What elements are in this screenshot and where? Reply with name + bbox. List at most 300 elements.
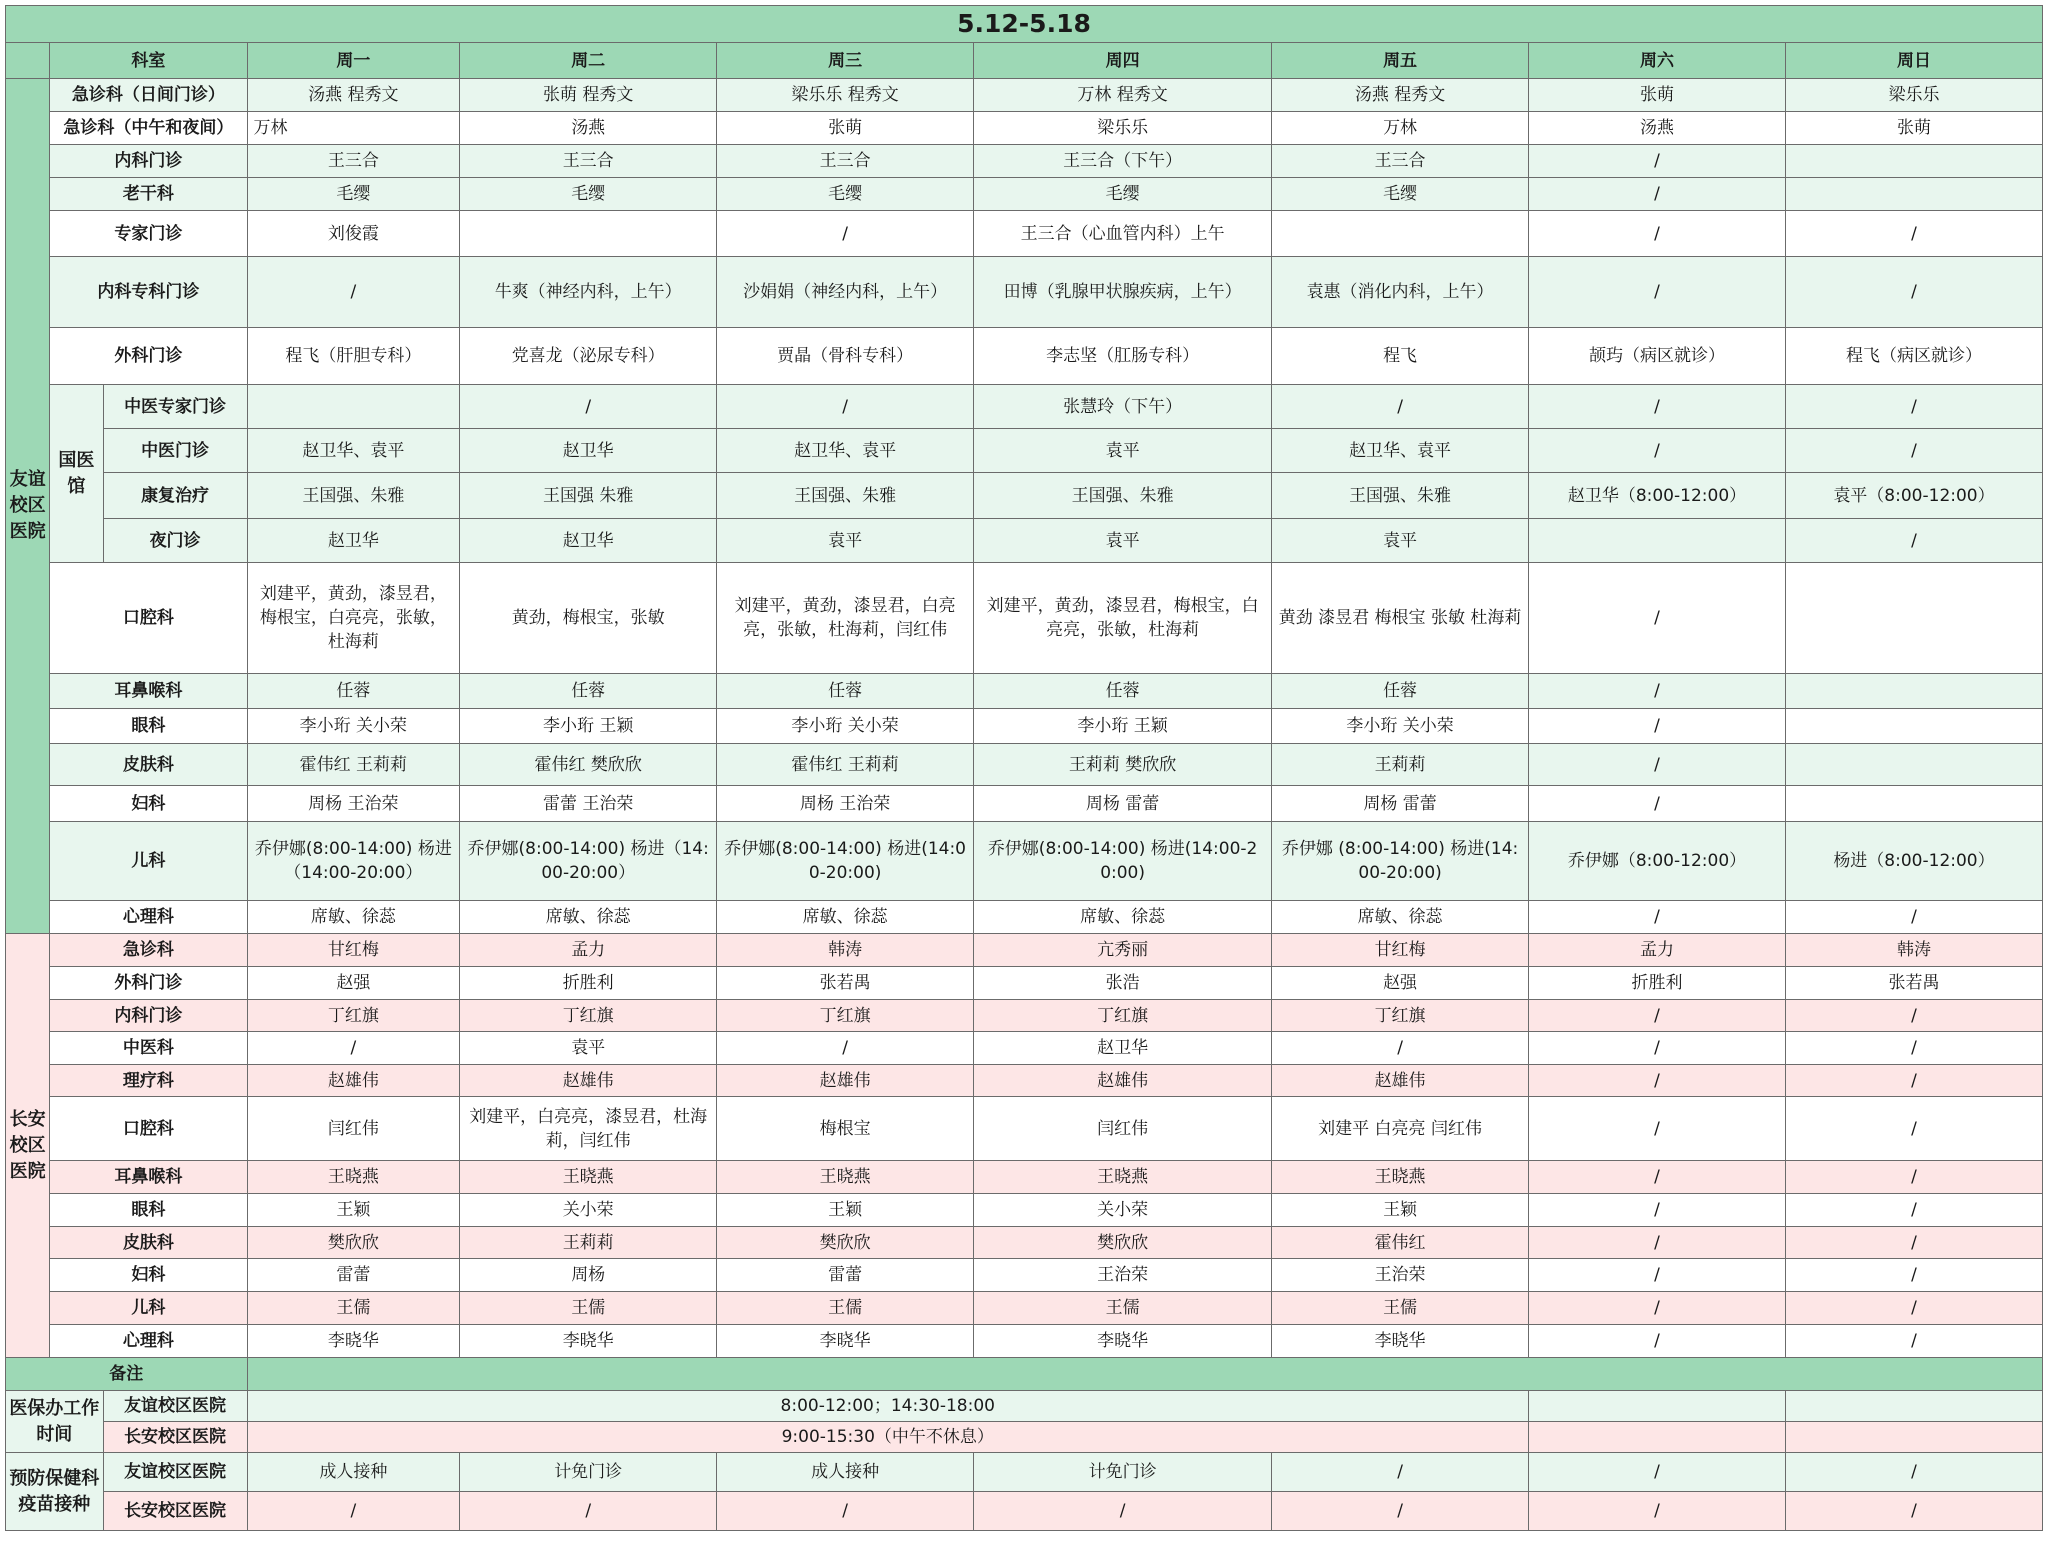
schedule-cell: 田博（乳腺甲状腺疾病，上午） xyxy=(974,257,1272,328)
schedule-cell: 王莉莉 xyxy=(460,1227,717,1259)
schedule-cell: 王晓燕 xyxy=(1272,1161,1529,1194)
schedule-cell xyxy=(247,385,460,429)
schedule-cell xyxy=(1785,744,2042,786)
schedule-cell: 袁平 xyxy=(974,519,1272,563)
schedule-cell: 王颖 xyxy=(247,1194,460,1227)
schedule-cell: 李小珩 关小荣 xyxy=(1272,709,1529,744)
schedule-cell: 张萌 xyxy=(1785,112,2042,145)
schedule-cell: 折胜利 xyxy=(1529,967,1786,1000)
schedule-cell: / xyxy=(1785,901,2042,934)
campus2-row xyxy=(6,967,2043,1000)
schedule-cell: 万林 xyxy=(1272,112,1529,145)
campus2-row xyxy=(6,1194,2043,1227)
dept-label: 心理科 xyxy=(50,901,247,934)
schedule-cell: 任蓉 xyxy=(717,674,974,709)
schedule-cell: / xyxy=(1785,1325,2042,1358)
schedule-cell: 张若禺 xyxy=(1785,967,2042,1000)
schedule-cell: 樊欣欣 xyxy=(247,1227,460,1259)
insurance-label: 医保办工作时间 xyxy=(6,1391,104,1453)
schedule-cell: 刘建平，黄劲，漆昱君，白亮亮，张敏，杜海莉，闫红伟 xyxy=(717,563,974,674)
schedule-cell: / xyxy=(1785,1227,2042,1259)
vaccine-cell: / xyxy=(1785,1492,2042,1531)
schedule-cell: 丁红旗 xyxy=(974,1000,1272,1032)
schedule-cell: 刘俊霞 xyxy=(247,211,460,257)
schedule-cell: 孟力 xyxy=(1529,934,1786,967)
schedule-cell xyxy=(1785,563,2042,674)
vaccine-cell: 计免门诊 xyxy=(460,1453,717,1492)
campus1-row xyxy=(6,145,2043,178)
schedule-cell: 乔伊娜(8:00-14:00) 杨进(14:00-20:00) xyxy=(974,822,1272,901)
schedule-cell: 汤燕 程秀文 xyxy=(1272,79,1529,112)
schedule-cell: 赵卫华、袁平 xyxy=(1272,429,1529,473)
schedule-cell: 汤燕 程秀文 xyxy=(247,79,460,112)
vaccine-cell: / xyxy=(1785,1453,2042,1492)
schedule-cell: 党喜龙（泌尿专科） xyxy=(460,328,717,385)
schedule-cell: 王三合 xyxy=(247,145,460,178)
schedule-cell: / xyxy=(1529,1194,1786,1227)
schedule-cell: 李小珩 王颖 xyxy=(460,709,717,744)
schedule-cell: 王晓燕 xyxy=(717,1161,974,1194)
schedule-cell xyxy=(1785,786,2042,822)
schedule-cell: 袁惠（消化内科，上午） xyxy=(1272,257,1529,328)
schedule-cell: 王治荣 xyxy=(974,1259,1272,1292)
schedule-cell: / xyxy=(1529,744,1786,786)
schedule-cell: / xyxy=(1529,901,1786,934)
schedule-cell: 王莉莉 xyxy=(1272,744,1529,786)
schedule-cell xyxy=(1785,674,2042,709)
schedule-cell: 席敏、徐蕊 xyxy=(717,901,974,934)
vaccine-cell: 成人接种 xyxy=(247,1453,460,1492)
header-tue: 周二 xyxy=(460,43,717,79)
schedule-cell: 毛缨 xyxy=(1272,178,1529,211)
schedule-cell: 周杨 雷蕾 xyxy=(1272,786,1529,822)
dept-label: 耳鼻喉科 xyxy=(50,674,247,709)
dept-label: 内科门诊 xyxy=(50,1000,247,1032)
schedule-cell: 霍伟红 王莉莉 xyxy=(717,744,974,786)
schedule-cell: 赵雄伟 xyxy=(247,1065,460,1097)
schedule-cell: / xyxy=(460,385,717,429)
schedule-cell xyxy=(1529,519,1786,563)
schedule-cell: / xyxy=(1529,1065,1786,1097)
dept-label: 皮肤科 xyxy=(50,1227,247,1259)
header-blank-cell xyxy=(6,43,50,79)
dept-label: 内科专科门诊 xyxy=(50,257,247,328)
schedule-cell: 程飞（病区就诊） xyxy=(1785,328,2042,385)
insurance-row xyxy=(6,1391,2043,1422)
vaccine-cell: / xyxy=(1272,1453,1529,1492)
campus1-row xyxy=(6,822,2043,901)
schedule-cell: 韩涛 xyxy=(1785,934,2042,967)
schedule-cell: 张萌 xyxy=(1529,79,1786,112)
schedule-cell: 毛缨 xyxy=(717,178,974,211)
campus1-row xyxy=(6,519,2043,563)
schedule-cell: 张萌 程秀文 xyxy=(460,79,717,112)
campus1-row xyxy=(6,257,2043,328)
schedule-cell: / xyxy=(1785,1194,2042,1227)
dept-label: 中医门诊 xyxy=(103,429,247,473)
schedule-cell: 梁乐乐 xyxy=(1785,79,2042,112)
schedule-cell: / xyxy=(1529,1227,1786,1259)
schedule-cell: 席敏、徐蕊 xyxy=(247,901,460,934)
dept-label: 儿科 xyxy=(50,822,247,901)
schedule-cell: / xyxy=(1785,211,2042,257)
dept-label: 急诊科 xyxy=(50,934,247,967)
vaccine-cell: / xyxy=(1529,1492,1786,1531)
schedule-cell: 张若禺 xyxy=(717,967,974,1000)
campus2-row xyxy=(6,934,2043,967)
schedule-cell: 张浩 xyxy=(974,967,1272,1000)
schedule-cell: / xyxy=(1529,786,1786,822)
schedule-cell: 王儒 xyxy=(974,1292,1272,1325)
dept-label: 眼科 xyxy=(50,709,247,744)
dept-label: 理疗科 xyxy=(50,1065,247,1097)
schedule-cell: / xyxy=(1785,1097,2042,1161)
schedule-cell: 王儒 xyxy=(717,1292,974,1325)
schedule-cell: / xyxy=(1529,178,1786,211)
dept-label: 康复治疗 xyxy=(103,473,247,519)
schedule-cell: / xyxy=(1529,429,1786,473)
schedule-cell: / xyxy=(1529,1032,1786,1065)
schedule-cell: 关小荣 xyxy=(974,1194,1272,1227)
dept-label: 急诊科（中午和夜间） xyxy=(50,112,247,145)
schedule-cell: 袁平 xyxy=(460,1032,717,1065)
schedule-cell: / xyxy=(717,211,974,257)
schedule-cell: 张慧玲（下午） xyxy=(974,385,1272,429)
schedule-cell: 毛缨 xyxy=(974,178,1272,211)
dept-label: 夜门诊 xyxy=(103,519,247,563)
insurance-campus: 长安校区医院 xyxy=(103,1422,247,1453)
schedule-cell: 沙娟娟（神经内科，上午） xyxy=(717,257,974,328)
insurance-row xyxy=(6,1422,2043,1453)
dept-label: 外科门诊 xyxy=(50,967,247,1000)
schedule-cell: 闫红伟 xyxy=(247,1097,460,1161)
vaccine-cell: / xyxy=(1529,1453,1786,1492)
schedule-cell: 牛爽（神经内科，上午） xyxy=(460,257,717,328)
schedule-cell: / xyxy=(1529,257,1786,328)
schedule-body xyxy=(6,6,2043,1531)
schedule-cell: / xyxy=(1529,145,1786,178)
schedule-cell: 黄劲，梅根宝，张敏 xyxy=(460,563,717,674)
vaccine-cell: 计免门诊 xyxy=(974,1453,1272,1492)
campus1-row xyxy=(6,674,2043,709)
schedule-cell: 袁平 xyxy=(717,519,974,563)
campus1-row xyxy=(6,328,2043,385)
campus1-row xyxy=(6,744,2043,786)
schedule-cell: / xyxy=(1529,211,1786,257)
schedule-cell: / xyxy=(1785,1032,2042,1065)
dept-label: 专家门诊 xyxy=(50,211,247,257)
schedule-cell: 樊欣欣 xyxy=(717,1227,974,1259)
schedule-cell: 王三合 xyxy=(460,145,717,178)
schedule-cell: 王三合 xyxy=(1272,145,1529,178)
schedule-cell: 王晓燕 xyxy=(460,1161,717,1194)
remarks-row xyxy=(6,1358,2043,1391)
header-wed: 周三 xyxy=(717,43,974,79)
vaccine-cell: 成人接种 xyxy=(717,1453,974,1492)
schedule-cell: 袁平 xyxy=(974,429,1272,473)
schedule-cell: 任蓉 xyxy=(247,674,460,709)
schedule-cell: 刘建平，黄劲，漆昱君，梅根宝，白亮亮，张敏，杜海莉 xyxy=(247,563,460,674)
schedule-cell: / xyxy=(1529,563,1786,674)
dept-label: 皮肤科 xyxy=(50,744,247,786)
schedule-cell: 王儒 xyxy=(460,1292,717,1325)
schedule-cell: 王国强、朱雅 xyxy=(1272,473,1529,519)
schedule-cell: 李晓华 xyxy=(1272,1325,1529,1358)
schedule-cell: 袁平 xyxy=(1272,519,1529,563)
campus2-row xyxy=(6,1000,2043,1032)
schedule-cell: 席敏、徐蕊 xyxy=(1272,901,1529,934)
schedule-cell: 丁红旗 xyxy=(247,1000,460,1032)
dept-label: 老干科 xyxy=(50,178,247,211)
schedule-cell: 万林 程秀文 xyxy=(974,79,1272,112)
vaccine-cell: / xyxy=(247,1492,460,1531)
schedule-cell: 雷蕾 xyxy=(247,1259,460,1292)
campus1-row xyxy=(6,79,2043,112)
schedule-cell: 甘红梅 xyxy=(247,934,460,967)
schedule-cell: / xyxy=(1529,1292,1786,1325)
dept-label: 口腔科 xyxy=(50,563,247,674)
campus2-row xyxy=(6,1032,2043,1065)
schedule-cell: 颉玙（病区就诊） xyxy=(1529,328,1786,385)
header-sat: 周六 xyxy=(1529,43,1786,79)
header-row xyxy=(6,43,2043,79)
campus1-row xyxy=(6,473,2043,519)
schedule-cell: 赵卫华、袁平 xyxy=(717,429,974,473)
schedule-cell: 乔伊娜(8:00-14:00) 杨进（14:00-20:00） xyxy=(460,822,717,901)
schedule-cell: 樊欣欣 xyxy=(974,1227,1272,1259)
schedule-cell: 杨进（8:00-12:00） xyxy=(1785,822,2042,901)
schedule-cell: / xyxy=(1785,385,2042,429)
header-thu: 周四 xyxy=(974,43,1272,79)
schedule-cell: 王儒 xyxy=(247,1292,460,1325)
remarks-label: 备注 xyxy=(6,1358,248,1391)
schedule-cell: / xyxy=(1785,429,2042,473)
schedule-cell: 王晓燕 xyxy=(974,1161,1272,1194)
guoyi-group-label: 国医馆 xyxy=(50,385,103,563)
schedule-cell: 周杨 王治荣 xyxy=(717,786,974,822)
insurance-campus: 友谊校区医院 xyxy=(103,1391,247,1422)
dept-label: 耳鼻喉科 xyxy=(50,1161,247,1194)
schedule-cell: 霍伟红 樊欣欣 xyxy=(460,744,717,786)
schedule-cell: / xyxy=(1272,1032,1529,1065)
schedule-cell: 刘建平，黄劲，漆昱君，梅根宝，白亮亮，张敏，杜海莉 xyxy=(974,563,1272,674)
campus1-row xyxy=(6,901,2043,934)
campus2-row xyxy=(6,1097,2043,1161)
schedule-cell: 李小珩 关小荣 xyxy=(247,709,460,744)
schedule-cell: 关小荣 xyxy=(460,1194,717,1227)
schedule-cell: 赵卫华 xyxy=(460,429,717,473)
schedule-cell: 王莉莉 樊欣欣 xyxy=(974,744,1272,786)
campus1-row xyxy=(6,786,2043,822)
campus2-row xyxy=(6,1065,2043,1097)
schedule-cell: 刘建平，白亮亮，漆昱君，杜海莉，闫红伟 xyxy=(460,1097,717,1161)
schedule-cell: / xyxy=(1785,1161,2042,1194)
schedule-cell: 闫红伟 xyxy=(974,1097,1272,1161)
schedule-cell: 席敏、徐蕊 xyxy=(974,901,1272,934)
schedule-cell: 王三合（心血管内科）上午 xyxy=(974,211,1272,257)
schedule-cell: 丁红旗 xyxy=(460,1000,717,1032)
insurance-hours: 8:00-12:00；14:30-18:00 xyxy=(247,1391,1529,1422)
schedule-cell: 赵雄伟 xyxy=(1272,1065,1529,1097)
dept-label: 眼科 xyxy=(50,1194,247,1227)
dept-label: 心理科 xyxy=(50,1325,247,1358)
campus1-side-label: 友谊校区医院 xyxy=(6,79,50,934)
vaccine-cell: / xyxy=(1272,1492,1529,1531)
schedule-cell: / xyxy=(1529,674,1786,709)
schedule-cell: 黄劲 漆昱君 梅根宝 张敏 杜海莉 xyxy=(1272,563,1529,674)
schedule-cell: 王国强 朱雅 xyxy=(460,473,717,519)
dept-label: 中医专家门诊 xyxy=(103,385,247,429)
header-mon: 周一 xyxy=(247,43,460,79)
schedule-cell: 乔伊娜(8:00-14:00) 杨进(14:00-20:00) xyxy=(717,822,974,901)
schedule-cell xyxy=(1272,211,1529,257)
schedule-cell: 毛缨 xyxy=(460,178,717,211)
campus1-row xyxy=(6,178,2043,211)
schedule-cell: 万林 xyxy=(247,112,460,145)
vaccine-row xyxy=(6,1453,2043,1492)
schedule-cell: 贾晶（骨科专科） xyxy=(717,328,974,385)
schedule-cell: 梅根宝 xyxy=(717,1097,974,1161)
schedule-cell: / xyxy=(1785,1000,2042,1032)
dept-label: 儿科 xyxy=(50,1292,247,1325)
header-dept: 科室 xyxy=(50,43,247,79)
schedule-cell: / xyxy=(1785,1292,2042,1325)
dept-label: 口腔科 xyxy=(50,1097,247,1161)
schedule-cell: 赵雄伟 xyxy=(974,1065,1272,1097)
page-title: 5.12-5.18 xyxy=(6,6,2043,43)
schedule-cell: 王颖 xyxy=(1272,1194,1529,1227)
schedule-cell: / xyxy=(1785,257,2042,328)
schedule-cell: 霍伟红 xyxy=(1272,1227,1529,1259)
schedule-cell: / xyxy=(1529,1161,1786,1194)
schedule-cell: 刘建平 白亮亮 闫红伟 xyxy=(1272,1097,1529,1161)
schedule-cell: / xyxy=(1529,1000,1786,1032)
schedule-cell: 丁红旗 xyxy=(1272,1000,1529,1032)
schedule-cell: / xyxy=(1785,519,2042,563)
schedule-cell: 王国强、朱雅 xyxy=(717,473,974,519)
schedule-cell: 汤燕 xyxy=(1529,112,1786,145)
schedule-cell: 乔伊娜（8:00-12:00） xyxy=(1529,822,1786,901)
schedule-cell: 李小珩 关小荣 xyxy=(717,709,974,744)
schedule-cell: 乔伊娜(8:00-14:00) 杨进（14:00-20:00） xyxy=(247,822,460,901)
schedule-cell: 王颖 xyxy=(717,1194,974,1227)
campus2-row xyxy=(6,1161,2043,1194)
schedule-cell: 李晓华 xyxy=(460,1325,717,1358)
schedule-cell: 周杨 王治荣 xyxy=(247,786,460,822)
schedule-cell: 周杨 雷蕾 xyxy=(974,786,1272,822)
schedule-cell: 亢秀丽 xyxy=(974,934,1272,967)
schedule-cell: 孟力 xyxy=(460,934,717,967)
schedule-cell: / xyxy=(1785,1259,2042,1292)
schedule-cell: 赵雄伟 xyxy=(460,1065,717,1097)
schedule-cell: / xyxy=(1529,1259,1786,1292)
insurance-sat xyxy=(1529,1422,1786,1453)
schedule-cell: / xyxy=(717,385,974,429)
schedule-cell: 霍伟红 王莉莉 xyxy=(247,744,460,786)
campus2-row xyxy=(6,1325,2043,1358)
vaccine-label: 预防保健科疫苗接种 xyxy=(6,1453,104,1531)
schedule-sheet xyxy=(5,5,2043,1531)
dept-label: 外科门诊 xyxy=(50,328,247,385)
schedule-cell: 王三合 xyxy=(717,145,974,178)
schedule-cell: 李晓华 xyxy=(974,1325,1272,1358)
schedule-cell: 赵卫华（8:00-12:00） xyxy=(1529,473,1786,519)
campus1-row xyxy=(6,385,2043,429)
vaccine-row xyxy=(6,1492,2043,1531)
dept-label: 妇科 xyxy=(50,786,247,822)
schedule-cell: / xyxy=(247,257,460,328)
insurance-sat xyxy=(1529,1391,1786,1422)
campus2-row xyxy=(6,1292,2043,1325)
schedule-cell xyxy=(1785,709,2042,744)
insurance-hours: 9:00-15:30（中午不休息） xyxy=(247,1422,1529,1453)
campus2-side-label: 长安校区医院 xyxy=(6,934,50,1358)
schedule-cell: 韩涛 xyxy=(717,934,974,967)
schedule-cell: 梁乐乐 xyxy=(974,112,1272,145)
schedule-cell: 赵卫华 xyxy=(460,519,717,563)
schedule-cell xyxy=(460,211,717,257)
insurance-sun xyxy=(1785,1391,2042,1422)
schedule-cell xyxy=(1785,178,2042,211)
schedule-cell: 李志坚（肛肠专科） xyxy=(974,328,1272,385)
schedule-cell: 甘红梅 xyxy=(1272,934,1529,967)
schedule-cell: 袁平（8:00-12:00） xyxy=(1785,473,2042,519)
dept-label: 妇科 xyxy=(50,1259,247,1292)
vaccine-campus: 友谊校区医院 xyxy=(103,1453,247,1492)
schedule-cell: 李晓华 xyxy=(247,1325,460,1358)
schedule-cell: 赵强 xyxy=(1272,967,1529,1000)
schedule-cell: 王国强、朱雅 xyxy=(247,473,460,519)
header-sun: 周日 xyxy=(1785,43,2042,79)
remarks-content[interactable] xyxy=(247,1358,2043,1391)
schedule-cell: / xyxy=(717,1032,974,1065)
schedule-cell: 李晓华 xyxy=(717,1325,974,1358)
schedule-table xyxy=(5,5,2043,1531)
vaccine-cell: / xyxy=(974,1492,1272,1531)
schedule-cell: 周杨 xyxy=(460,1259,717,1292)
schedule-cell: 丁红旗 xyxy=(717,1000,974,1032)
campus1-row xyxy=(6,112,2043,145)
schedule-cell: 程飞 xyxy=(1272,328,1529,385)
schedule-cell: 王国强、朱雅 xyxy=(974,473,1272,519)
schedule-cell xyxy=(1785,145,2042,178)
schedule-cell: 程飞（肝胆专科） xyxy=(247,328,460,385)
schedule-cell: 李小珩 王颖 xyxy=(974,709,1272,744)
schedule-cell: / xyxy=(247,1032,460,1065)
dept-label: 内科门诊 xyxy=(50,145,247,178)
campus2-row xyxy=(6,1259,2043,1292)
schedule-cell: / xyxy=(1272,385,1529,429)
dept-label: 中医科 xyxy=(50,1032,247,1065)
schedule-cell: 任蓉 xyxy=(974,674,1272,709)
schedule-cell: 雷蕾 王治荣 xyxy=(460,786,717,822)
schedule-cell: 赵卫华 xyxy=(974,1032,1272,1065)
schedule-cell: / xyxy=(1529,1097,1786,1161)
schedule-cell: 赵卫华 xyxy=(247,519,460,563)
header-fri: 周五 xyxy=(1272,43,1529,79)
schedule-cell: 乔伊娜 (8:00-14:00) 杨进(14:00-20:00) xyxy=(1272,822,1529,901)
schedule-cell: 张萌 xyxy=(717,112,974,145)
schedule-cell: / xyxy=(1529,385,1786,429)
campus1-row xyxy=(6,563,2043,674)
schedule-cell: 王三合（下午） xyxy=(974,145,1272,178)
schedule-cell: 任蓉 xyxy=(1272,674,1529,709)
schedule-cell: / xyxy=(1529,1325,1786,1358)
schedule-cell: 梁乐乐 程秀文 xyxy=(717,79,974,112)
schedule-cell: 王晓燕 xyxy=(247,1161,460,1194)
schedule-cell: 赵雄伟 xyxy=(717,1065,974,1097)
schedule-cell: 任蓉 xyxy=(460,674,717,709)
